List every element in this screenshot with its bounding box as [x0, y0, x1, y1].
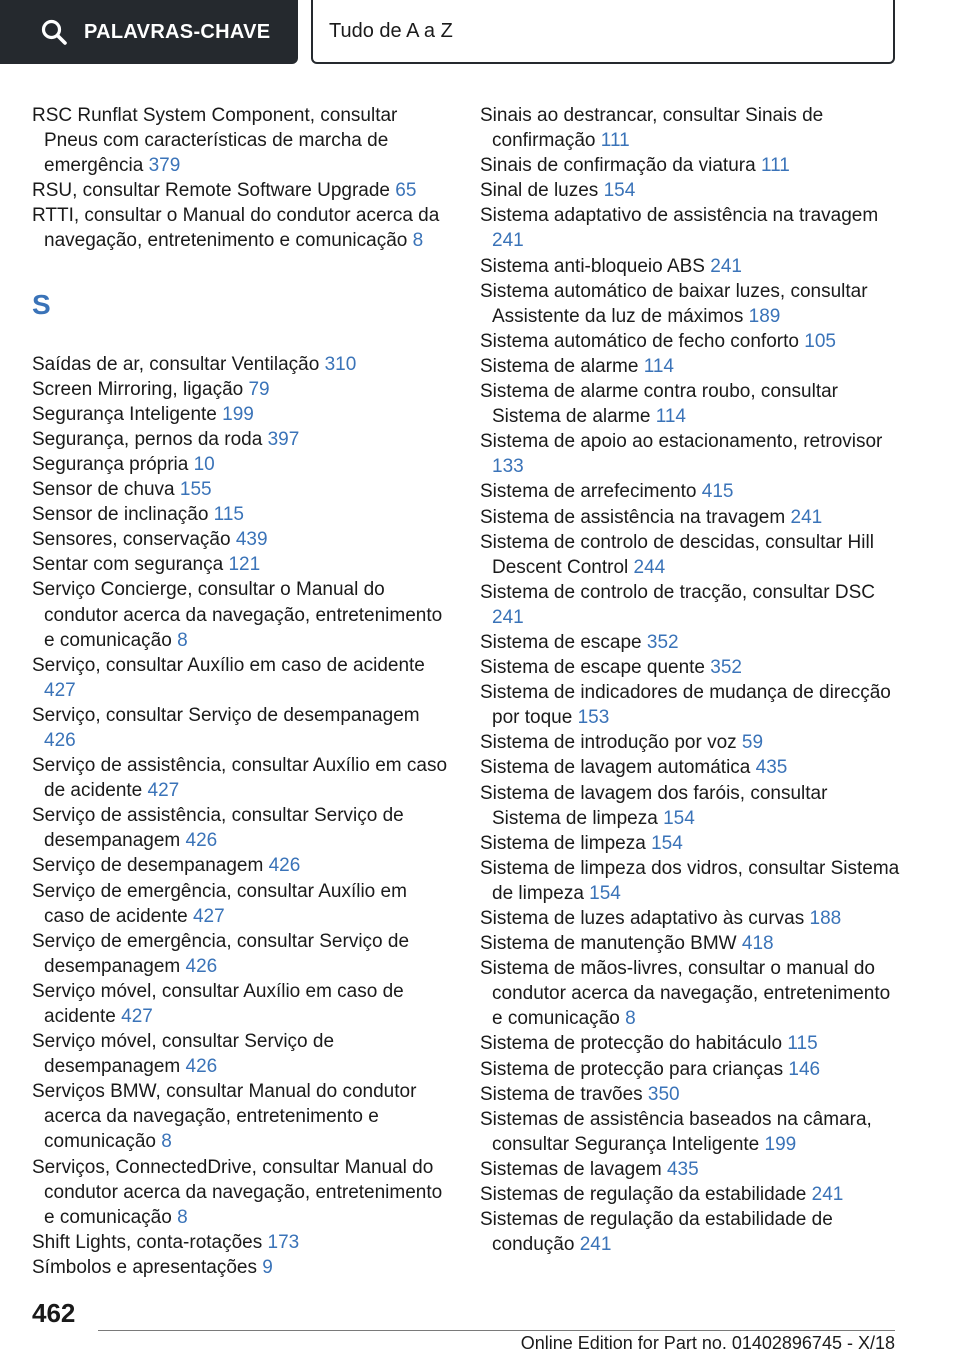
page-reference-link[interactable]: 244	[633, 556, 666, 578]
tab-a-to-z[interactable]	[311, 0, 895, 64]
index-entry	[480, 1031, 900, 1056]
index-group-s	[32, 352, 452, 1280]
page-reference-link[interactable]: 111	[760, 155, 790, 177]
page-reference-link[interactable]: 121	[228, 554, 261, 576]
index-entry	[480, 1057, 900, 1082]
index-entry	[480, 680, 900, 730]
page-reference-link[interactable]: 379	[148, 155, 181, 177]
index-entry	[32, 352, 452, 377]
index-entry-term: Serviço, consultar Serviço de desempanagem	[32, 704, 420, 726]
page-reference-link[interactable]: 426	[185, 1056, 218, 1078]
index-entry	[32, 879, 452, 929]
page-reference-link[interactable]: 189	[748, 305, 781, 327]
page-reference-link[interactable]: 8	[625, 1008, 636, 1030]
page-reference-link[interactable]: 199	[222, 403, 254, 425]
page-reference-link[interactable]: 154	[589, 882, 621, 904]
index-entry	[480, 580, 900, 630]
page-reference-link[interactable]: 146	[788, 1058, 821, 1080]
page-reference-link[interactable]: 310	[324, 353, 357, 375]
page-reference-link[interactable]: 10	[193, 453, 215, 475]
page-number: 462	[32, 1298, 76, 1328]
index-entry	[480, 379, 900, 429]
page-reference-link[interactable]: 427	[121, 1006, 153, 1027]
index-entry	[480, 831, 900, 856]
index-entry-term: Sinais de confirmação da viatura	[480, 155, 756, 177]
page-reference-link[interactable]: 8	[177, 629, 188, 651]
index-entry-term: Sentar com segurança	[32, 554, 224, 576]
index-entry	[480, 279, 900, 329]
index-entry-term: Sistema de mãos-livres, consultar o manual do condutor acerca da navegação, entretenimento e comunicação	[480, 958, 891, 1030]
index-entry-term: Sistema de alarme	[480, 355, 639, 377]
index-entry	[32, 402, 452, 427]
page-reference-link[interactable]: 153	[577, 707, 610, 729]
page-reference-link[interactable]: 241	[492, 606, 524, 628]
page-reference-link[interactable]: 154	[603, 180, 636, 202]
page-reference-link[interactable]: 173	[267, 1231, 300, 1253]
index-entry	[32, 552, 452, 577]
index-entry	[32, 577, 452, 652]
page-reference-link[interactable]: 241	[811, 1184, 844, 1206]
index-entry-term: Segurança própria	[32, 453, 189, 475]
index-entry	[32, 427, 452, 452]
index-entry	[480, 203, 900, 253]
page-reference-link[interactable]: 199	[764, 1133, 797, 1155]
page-reference-link[interactable]: 397	[267, 428, 300, 450]
tab-keywords[interactable]	[0, 0, 298, 64]
page-reference-link[interactable]: 8	[161, 1131, 172, 1153]
page-reference-link[interactable]: 115	[787, 1033, 818, 1055]
index-entry	[32, 1029, 452, 1079]
index-entry	[480, 956, 900, 1031]
index-entry-term: Sistema automático de baixar luzes, consultar Assistente da luz de máximos	[480, 280, 868, 327]
index-entry	[480, 856, 900, 906]
index-entry-term: Serviços, ConnectedDrive, consultar Manual do condutor acerca da navegação, entretenimento e comunicação	[32, 1156, 443, 1228]
index-entry	[32, 103, 452, 178]
index-entry-term: Screen Mirroring, ligação	[32, 378, 244, 400]
page-reference-link[interactable]: 154	[651, 832, 683, 854]
index-entry-term: Sistema de assistência na travagem	[480, 506, 786, 528]
index-entry	[32, 1230, 452, 1255]
page-reference-link[interactable]: 114	[643, 355, 674, 377]
index-entry-term: Serviço Concierge, consultar o Manual do condutor acerca da navegação, entretenimento e comunicação	[32, 579, 443, 651]
index-entry-term: Sistema de controlo de tracção, consultar DSC	[480, 581, 875, 603]
index-entry-term: Sistema automático de fecho conforto	[480, 330, 799, 352]
index-entry	[480, 1107, 900, 1157]
page-reference-link[interactable]: 427	[44, 679, 76, 701]
index-entry	[480, 1182, 900, 1207]
index-entry	[480, 755, 900, 780]
index-entry-term: Serviço de assistência, consultar Serviço de desempanagem	[32, 805, 404, 852]
page-reference-link[interactable]: 59	[741, 732, 764, 754]
index-entry	[480, 505, 900, 530]
index-entry-term: RSC Runflat System Component, consultar Pneus com características de marcha de emergência	[32, 105, 398, 177]
index-entry	[480, 329, 900, 354]
index-entry	[32, 502, 452, 527]
index-entry-term: Sistema de introdução por voz	[480, 732, 737, 754]
index-entry	[480, 630, 900, 655]
page-reference-link[interactable]: 426	[185, 955, 218, 977]
index-entry-term: RSU, consultar Remote Software Upgrade	[32, 180, 390, 202]
index-entry-term: Serviço móvel, consultar Serviço de desempanagem	[32, 1031, 335, 1078]
index-entry	[480, 730, 900, 755]
page-reference-link[interactable]: 79	[248, 378, 270, 400]
index-entry-term: Sistemas de assistência baseados na câmara, consultar Segurança Inteligente	[480, 1108, 872, 1155]
index-entry	[32, 377, 452, 402]
index-group-r	[32, 103, 452, 254]
index-entry-term: Sensor de chuva	[32, 479, 175, 501]
index-entry	[32, 929, 452, 979]
page-reference-link[interactable]: 133	[492, 456, 524, 478]
index-entry	[32, 527, 452, 552]
page-reference-link[interactable]: 352	[710, 657, 742, 679]
search-icon	[40, 18, 68, 46]
index-entry	[32, 452, 452, 477]
page-reference-link[interactable]: 115	[213, 504, 244, 526]
page-reference-link[interactable]: 426	[268, 855, 301, 877]
page-reference-link[interactable]: 415	[701, 481, 734, 503]
page-reference-link[interactable]: 65	[395, 180, 417, 202]
index-entry-term: Sistema de travões	[480, 1083, 643, 1105]
index-entry	[32, 1255, 452, 1280]
index-entry-term: Sistemas de lavagem	[480, 1158, 662, 1180]
page-reference-link[interactable]: 241	[579, 1234, 612, 1256]
index-entry-term: Saídas de ar, consultar Ventilação	[32, 353, 320, 375]
index-entry	[32, 803, 452, 853]
index-entry-term: Serviço de emergência, consultar Serviço de desempanagem	[32, 930, 410, 977]
page-reference-link[interactable]: 352	[646, 631, 679, 653]
page-reference-link[interactable]: 435	[666, 1158, 699, 1180]
index-entry-term: RTTI, consultar o Manual do condutor acerca da navegação, entretenimento e comunicação	[32, 205, 440, 252]
page-reference-link[interactable]: 241	[492, 230, 524, 252]
index-entry-term: Sistema de limpeza dos vidros, consultar Sistema de limpeza	[480, 857, 900, 904]
index-entry	[480, 429, 900, 479]
page-reference-link[interactable]: 114	[655, 406, 686, 428]
index-entry	[32, 178, 452, 203]
index-entry-term: Sistema adaptativo de assistência na travagem	[480, 205, 879, 227]
page-reference-link[interactable]: 350	[647, 1083, 680, 1105]
index-entry-term: Serviço, consultar Auxílio em caso de acidente	[32, 654, 425, 676]
index-entry-term: Sistemas de regulação da estabilidade	[480, 1184, 807, 1206]
index-entry-term: Sistema de protecção do habitáculo	[480, 1033, 783, 1055]
index-entry-term: Serviços BMW, consultar Manual do condutor acerca da navegação, entretenimento e comunicação	[32, 1081, 417, 1153]
index-entry	[480, 153, 900, 178]
index-entry-term: Sensor de inclinação	[32, 504, 209, 526]
index-group-s-continued	[480, 103, 900, 1257]
page-reference-link[interactable]: 155	[179, 479, 212, 501]
page-reference-link[interactable]: 426	[185, 830, 218, 852]
page-reference-link[interactable]: 111	[600, 130, 630, 152]
index-entry-term: Serviço de desempanagem	[32, 855, 264, 877]
index-entry	[32, 979, 452, 1029]
index-entry	[480, 103, 900, 153]
page-reference-link[interactable]: 8	[177, 1206, 188, 1228]
section-letter: S	[32, 288, 51, 320]
index-entry-term: Serviço móvel, consultar Auxílio em caso de acidente	[32, 980, 404, 1027]
index-entry-term: Sistema de indicadores de mudança de direcção por toque	[480, 682, 891, 729]
index-entry-term: Sinal de luzes	[480, 180, 599, 202]
index-entry	[480, 931, 900, 956]
page-reference-link[interactable]: 105	[804, 330, 836, 352]
index-entry-term: Segurança, pernos da roda	[32, 428, 263, 450]
page-reference-link[interactable]: 439	[235, 529, 268, 551]
index-entry-term: Shift Lights, conta-rotações	[32, 1231, 263, 1253]
page-reference-link[interactable]: 418	[741, 933, 774, 955]
page-reference-link[interactable]: 427	[192, 905, 225, 927]
index-column-right	[480, 103, 900, 1257]
index-entry-term: Sinais ao destrancar, consultar Sinais de confirmação	[480, 105, 824, 152]
index-entry-term: Sistema de luzes adaptativo às curvas	[480, 908, 805, 929]
index-entry	[32, 753, 452, 803]
page-reference-link[interactable]: 188	[809, 908, 842, 929]
index-entry	[32, 1079, 452, 1154]
index-entry-term: Sistemas de regulação da estabilidade de condução	[480, 1209, 833, 1256]
index-entry	[480, 781, 900, 831]
index-entry-term: Sistema de controlo de descidas, consultar Hill Descent Control	[480, 531, 874, 578]
index-entry	[480, 1207, 900, 1257]
index-entry	[480, 1157, 900, 1182]
index-entry-term: Sensores, conservação	[32, 529, 231, 551]
footer-edition-text: Online Edition for Part no. 01402896745 - X/18	[520, 1333, 895, 1353]
index-entry	[32, 653, 452, 703]
index-entry	[480, 354, 900, 379]
index-entry-term: Sistema anti-bloqueio ABS	[480, 255, 705, 277]
tab-keywords-label: PALAVRAS-CHAVE	[84, 20, 271, 43]
index-column-left	[32, 103, 452, 1280]
index-entry-term: Sistema de alarme contra roubo, consultar Sistema de alarme	[480, 381, 839, 428]
index-entry-term: Sistema de escape	[480, 631, 642, 653]
index-entry-term: Sistema de lavagem dos faróis, consultar Sistema de limpeza	[480, 782, 828, 829]
page-reference-link[interactable]: 427	[147, 780, 180, 802]
index-entry	[480, 1082, 900, 1107]
index-entry-term: Sistema de manutenção BMW	[480, 933, 737, 955]
footer-divider	[98, 1330, 895, 1331]
index-entry-term: Serviço de emergência, consultar Auxílio em caso de acidente	[32, 880, 407, 927]
page-reference-link[interactable]: 241	[710, 255, 742, 277]
index-entry	[480, 178, 900, 203]
top-navigation	[0, 0, 960, 66]
index-entry	[480, 906, 900, 931]
index-entry-term: Sistema de arrefecimento	[480, 481, 697, 503]
index-entry-term: Sistema de protecção para crianças	[480, 1058, 784, 1080]
index-entry-term: Sistema de escape quente	[480, 657, 705, 679]
index-entry-term: Sistema de lavagem automática	[480, 757, 751, 779]
index-entry-term: Símbolos e apresentações	[32, 1256, 257, 1278]
index-entry	[480, 254, 900, 279]
index-entry	[480, 655, 900, 680]
index-entry-term: Sistema de limpeza	[480, 832, 646, 854]
index-entry	[480, 530, 900, 580]
index-entry	[32, 203, 452, 253]
page-reference-link[interactable]: 154	[663, 807, 695, 829]
page-reference-link[interactable]: 9	[262, 1256, 273, 1278]
page-reference-link[interactable]: 241	[790, 506, 823, 528]
tab-a-to-z-label: Tudo de A a Z	[329, 19, 453, 42]
index-entry	[32, 1155, 452, 1230]
page-reference-link[interactable]: 426	[44, 729, 76, 751]
index-entry	[32, 477, 452, 502]
page-reference-link[interactable]: 435	[755, 757, 788, 779]
page-reference-link[interactable]: 8	[412, 230, 424, 252]
index-entry-term: Serviço de assistência, consultar Auxílio em caso de acidente	[32, 755, 448, 802]
index-entry-term: Sistema de apoio ao estacionamento, retrovisor	[480, 431, 883, 453]
index-entry	[32, 853, 452, 878]
index-entry	[480, 479, 900, 504]
index-entry	[32, 703, 452, 753]
index-entry-term: Segurança Inteligente	[32, 403, 217, 425]
